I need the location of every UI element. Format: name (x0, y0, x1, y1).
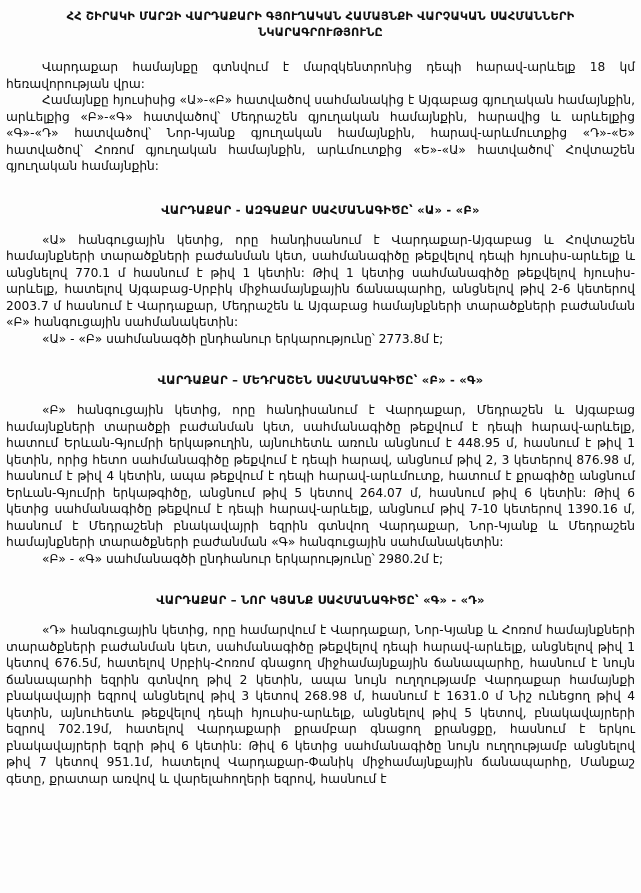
section-g-d (6, 593, 635, 787)
spacer-after-heading-a-b (6, 217, 635, 232)
spacer-after-heading-b-g (6, 387, 635, 402)
document-title-line-1: ՀՀ ՇԻՐԱԿԻ ՄԱՐԶԻ ՎԱՐԴԱՔԱՐԻ ԳՅՈՒՂԱԿԱՆ ՀԱՄԱՅՆՔԻ ՎԱՐՉԱԿԱՆ ՍԱՀՄԱՆՆԵՐԻ (66, 9, 575, 23)
spacer-after-heading-g-d (6, 607, 635, 622)
document-title-line-2: ՆԿԱՐԱԳՐՈՒԹՅՈՒՆԸ (258, 24, 383, 39)
section-body-g-d: «Դ» հանգուցային կետից, որը համարվում է Վարդաքար, Նոր-Կյանք և Հոռոմ համայնքների տարածքների բաժանման կետ, սահմանագիծը թեքվելով դեպի հարավ-արևելք, անցնելով թիվ 1 կետով 676.5մ, հատելով Սրբիկ-Հոռոմ գնացող միջհամայնքային ճանապարհը, հասնում է նույն ճանապարհի եզրին գտնվող թիվ 2 կետին, ապա նույն ուղղությամբ Վարդաքար համայնքի բնակավայրի եզրով անցնելով թիվ 3 կետով 268.98 մ, հասնում է 1631.0 մ Նիշ ունեցող թիվ 4 կետին, այնուհետև թեքվելով դեպի հյուսիս-արևելք, անցնելով թիվ 5 կետով, բնակավայրերի եզրով 702.19մ, հատելով Վարդաքարի քրամբար գնացող քրանցքը, հասնում է երկու բնակավայրերի եզրի թիվ 6 կետին: Թիվ 6 կետից սահմանագիծը նույն ուղղությամբ անցնելով թիվ 7 կետով 951.1մ, հատելով Վարդաքար-Փանիկ միջհամայնքային ճանապարհը, Մանքաշ գետը, քրատար առվով և վարելահողերի եզրով, հասնում է (6, 623, 635, 786)
section-heading-b-g: ՎԱՐԴԱՔԱՐ – ՄԵԴՐԱՇԵՆ ՍԱՀՄԱՆԱԳԻԾԸ՝ «Բ» - «Գ» (157, 373, 484, 387)
section-heading-g-d: ՎԱՐԴԱՔԱՐ – ՆՈՐ ԿՅԱՆՔ ՍԱՀՄԱՆԱԳԻԾԸ՝ «Գ» - «Դ» (156, 593, 485, 607)
intro-paragraph-2: Համայնքը հյուսիսից «Ա»-«Բ» հատվածով սահմանակից է Այգաբաց գյուղական համայնքին, արևելքից «Բ»-«Գ» հատվածով՝ Մեդրաշեն գյուղական համայնքին, հարավից և արևելքից «Գ»-«Դ» հատվածով՝ Նոր-Կյանք գյուղական համայնքին, հարավ-արևմուտքից «Դ»-«Ե» հատվածով՝ Հոռոմ գյուղական համայնքին, արևմուտքից «Ե»-«Ա» հատվածով՝ Հովտաշեն գյուղական համայնքին: (6, 93, 635, 173)
section-b-g (6, 373, 635, 567)
section-body-b-g: «Բ» հանգուցային կետից, որը հանդիսանում է Վարդաքար, Մեդրաշեն և Այգաբաց համայնքների տարածքի բաժանման կետ, սահմանագիծը թեքվում է դեպի հարավ-արևելք, հատում Երևան-Գյումրի երկաթուղին, այնուհետև առուն անցնում է 448.95 մ, հասնում է թիվ 1 կետին, որից հետո սահմանագիծը թեքվում է դեպի հարավ, անցնում թիվ 2, 3 կետերով 876.98 մ, հասնում է թիվ 4 կետին, ապա թեքվում է դեպի հարավ-արևմուտք, հատում է քրագիծը անցնում Երևան-Գյումրի երկաթգիծը, անցնում թիվ 5 կետով 264.07 մ, հասնում թիվ 6 կետին: Թիվ 6 կետից սահմանագիծը թեքվում է դեպի հարավ-արևելք, անցնում թիվ 7-10 կետերով 1390.16 մ, հասնում է Մեդրաշենի բնակավայրի եզրին գտնվող Վարդաքար, Նոր-Կյանք և Մեդրաշեն համայնքների տարածքների բաժանման «Գ» հանգուցային սահմանակետին: (6, 403, 635, 549)
section-a-b (6, 203, 635, 348)
intro-paragraph-1: Վարդաքար համայնքը գտնվում է մարզկենտրոնից դեպի հարավ-արևելք 18 կմ հեռավորության վրա: (6, 60, 635, 91)
section-total-b-g: «Բ» - «Գ» սահմանագծի ընդհանուր երկարությունը՝ 2980.2մ է; (42, 551, 444, 566)
section-body-a-b: «Ա» հանգուցային կետից, որը հանդիսանում է Վարդաքար-Այգաբաց և Հովտաշեն համայնքների տարածքների բաժանման կետ, սահմանագիծը թեքվելով դեպի հյուսիս-արևելք և անցնելով 770.1 մ հասնում է թիվ 1 կետին: Թիվ 1 կետից սահմանագիծը թեքվելով հյուսիս-արևելք, հատելով Այգաբաց-Սրբիկ միջհամայնքային ճանապարհը, անցնելով թիվ 2-6 կետերով 2003.7 մ հասնում է Վարդաքար, Մեդրաշեն և Այգաբաց համայնքների տարածքների բաժանման «Բ» հանգուցային սահմանակետին: (6, 232, 635, 329)
section-total-a-b: «Ա» - «Բ» սահմանագծի ընդհանուր երկարությունը՝ 2773.8մ է; (42, 331, 444, 346)
document-title (24, 7, 617, 40)
spacer-after-title (6, 40, 635, 59)
section-heading-a-b: ՎԱՐԴԱՔԱՐ - ԱԶԳԱՔԱՐ ՍԱՀՄԱՆԱԳԻԾԸ՝ «Ա» - «Բ» (161, 202, 480, 217)
